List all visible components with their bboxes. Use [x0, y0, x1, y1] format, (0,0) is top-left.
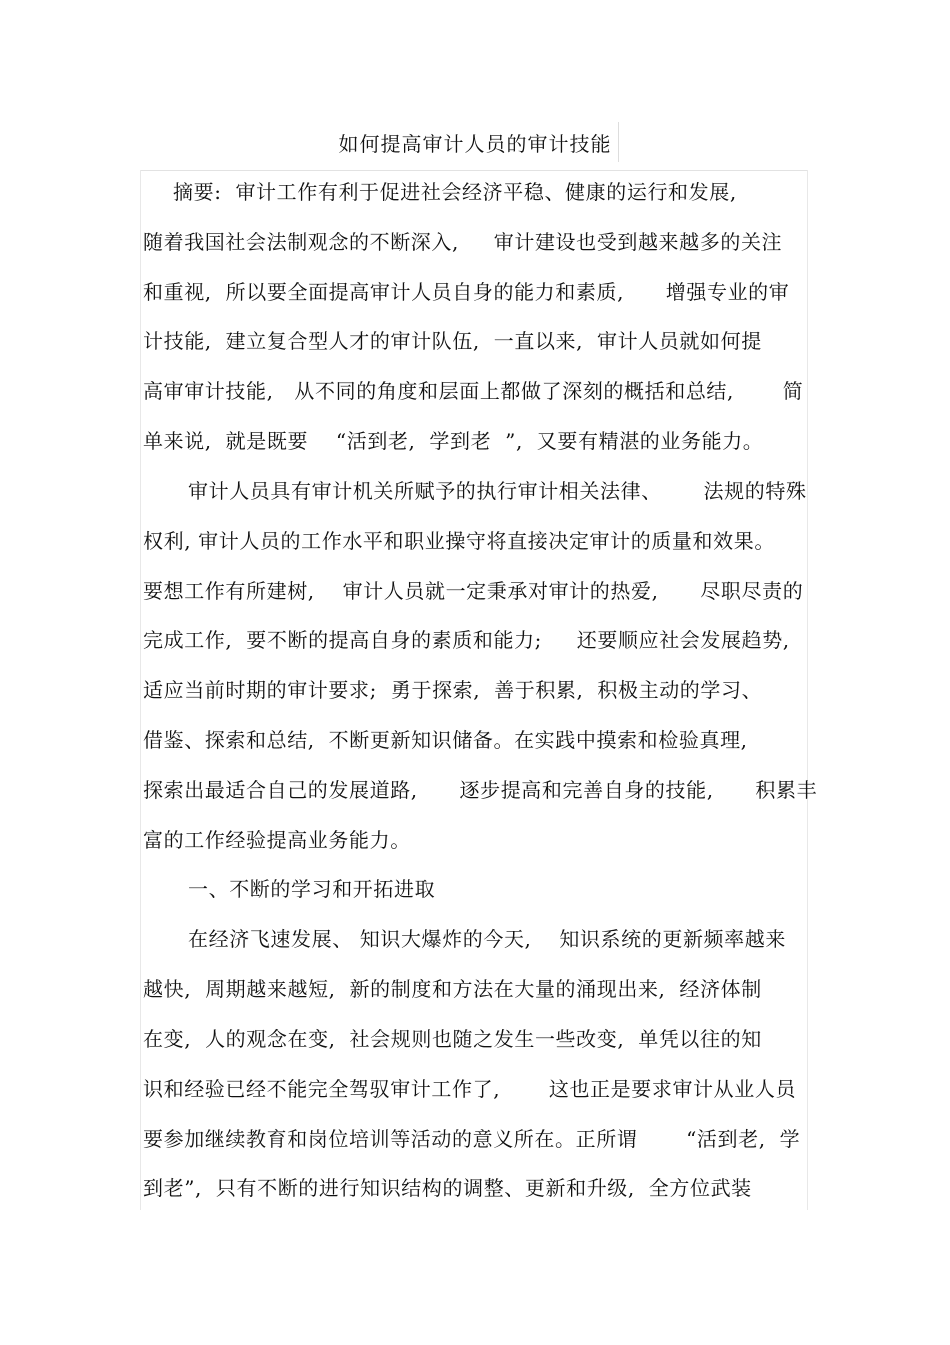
text-frame-right-border	[807, 170, 808, 1210]
paragraph-line: 要参加继续教育和岗位培训等活动的意义所在。正所谓 “活到老, 学	[143, 1127, 801, 1151]
paragraph-line: 富的工作经验提高业务能力。	[143, 828, 411, 852]
paragraph-line: 完成工作, 要不断的提高自身的素质和能力; 还要顺应社会发展趋势,	[143, 628, 790, 652]
abstract-line: 和重视, 所以要全面提高审计人员自身的能力和素质, 增强专业的审	[143, 280, 790, 304]
paragraph-line: 借鉴、探索和总结, 不断更新知识储备。在实践中摸索和检验真理,	[143, 728, 748, 752]
paragraph-line: 适应当前时期的审计要求; 勇于探索, 善于积累, 积极主动的学习、	[143, 678, 763, 702]
paragraph-line: 在经济飞速发展、 知识大爆炸的今天, 知识系统的更新频率越来	[188, 927, 786, 951]
text-frame-top-border	[140, 170, 808, 171]
abstract-line: 随着我国社会法制观念的不断深入, 审计建设也受到越来越多的关注	[143, 230, 783, 254]
abstract-line: 高审审计技能, 从不同的角度和层面上都做了深刻的概括和总结, 简	[143, 379, 804, 403]
section-heading: 一、不断的学习和开拓进取	[188, 877, 436, 901]
paragraph-line: 在变, 人的观念在变, 社会规则也随之发生一些改变, 单凭以往的知	[143, 1027, 762, 1051]
paragraph-line: 到老”, 只有不断的进行知识结构的调整、更新和升级, 全方位武装	[143, 1176, 752, 1200]
abstract-line: 摘要: 审计工作有利于促进社会经济平稳、健康的运行和发展,	[173, 180, 737, 204]
paragraph-line: 要想工作有所建树, 审计人员就一定秉承对审计的热爱, 尽职尽责的	[143, 579, 804, 603]
text-frame-left-border	[140, 170, 141, 1210]
abstract-line: 计技能, 建立复合型人才的审计队伍, 一直以来, 审计人员就如何提	[143, 329, 762, 353]
paragraph-line: 探索出最适合自己的发展道路, 逐步提高和完善自身的技能, 积累丰	[143, 778, 818, 802]
paragraph-line: 权利, 审计人员的工作水平和职业操守将直接决定审计的质量和效果。	[143, 529, 775, 553]
paragraph-line: 审计人员具有审计机关所赋予的执行审计相关法律、 法规的特殊	[188, 479, 807, 503]
paragraph-line: 越快, 周期越来越短, 新的制度和方法在大量的涌现出来, 经济体制	[143, 977, 762, 1001]
abstract-line: 单来说, 就是既要 “活到老, 学到老 ”, 又要有精湛的业务能力。	[143, 429, 764, 453]
paragraph-line: 识和经验已经不能完全驾驭审计工作了, 这也正是要求审计从业人员	[143, 1077, 797, 1101]
document-title: 如何提高审计人员的审计技能	[338, 132, 612, 156]
